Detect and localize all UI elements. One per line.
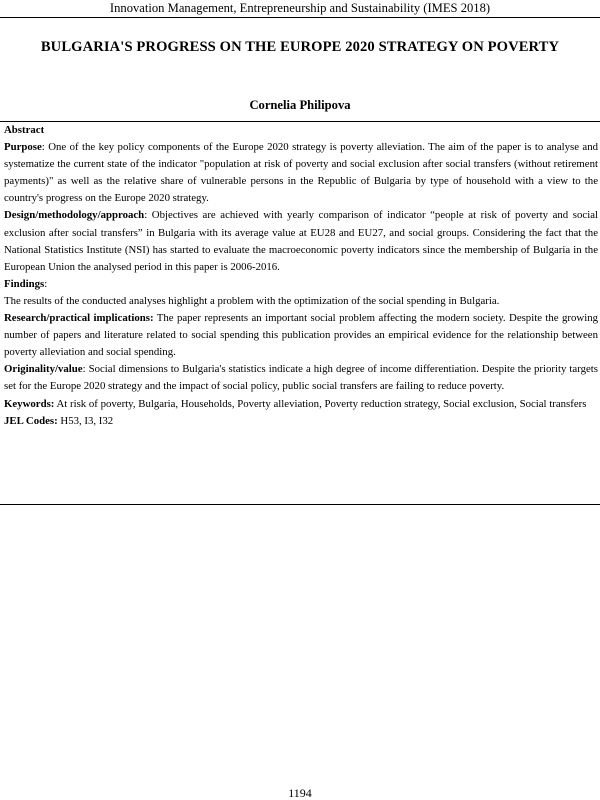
abstract-heading: Abstract [4, 124, 45, 136]
design-text: : Objectives are achieved with yearly comparison of indicator “people at risk of poverty and social exclusion after social transfers” in Bulgaria with its average value at EU28 and EU27, and social groups. Considering the fact that the National Statistics Institute (NSI) has started to evaluate the macroeconomic poverty indicators since the membership of Bulgaria in the European Union the analysed period in this paper is 2006-2016. [4, 209, 598, 273]
abstract-body [4, 122, 598, 430]
purpose-label: Purpose [4, 141, 42, 154]
findings-paragraph [4, 293, 598, 310]
keywords-paragraph [4, 396, 598, 413]
keywords-text: At risk of poverty, Bulgaria, Households, Poverty alleviation, Poverty reduction strategy, Social exclusion, Social transfers [54, 397, 587, 410]
paper-title: BULGARIA'S PROGRESS ON THE EUROPE 2020 STRATEGY ON POVERTY [40, 39, 560, 55]
originality-text: : Social dimensions to Bulgaria's statistics indicate a high degree of income differentiation. Despite the priority targets set for the Europe 2020 strategy and the impact of social policy, public social transfers are failing to reduce poverty. [4, 363, 598, 393]
jel-paragraph [4, 413, 598, 430]
page-number: 1194 [288, 786, 312, 800]
purpose-text: : One of the key policy components of the Europe 2020 strategy is poverty alleviation. The aim of the paper is to analyse and systematize the current state of the indicator "population at risk of poverty and social exclusion after social transfers (without retirement payments)" as well as the relative share of vulnerable persons in the Republic of Bulgaria by type of household with a view to the country's progress on the Europe 2020 strategy. [4, 141, 598, 205]
findings-label: Findings [4, 277, 45, 290]
design-label: Design/methodology/approach [4, 209, 145, 222]
findings-text: The results of the conducted analyses highlight a problem with the optimization of the social spending in Bulgaria. [4, 294, 500, 307]
author-name: Cornelia Philipova [249, 98, 351, 112]
research-paragraph [4, 310, 598, 361]
originality-label: Originality/value [4, 363, 83, 376]
header-rule [0, 17, 600, 18]
purpose-paragraph [4, 139, 598, 207]
research-text: The paper represents an important social problem affecting the modern society. Despite the growing number of papers and literature related to social spending this publication provides an empirical evidence for the relationship between poverty alleviation and social spending. [4, 312, 598, 359]
originality-paragraph [4, 361, 598, 395]
keywords-label: Keywords: [4, 397, 55, 410]
research-label: Research/practical implications: [4, 312, 154, 325]
findings-heading-line [4, 276, 598, 293]
jel-text: H53, I3, I32 [57, 414, 114, 427]
jel-label: JEL Codes: [4, 414, 58, 427]
findings-colon: : [44, 277, 48, 290]
design-paragraph [4, 207, 598, 275]
running-header: Innovation Management, Entrepreneurship and Sustainability (IMES 2018) [109, 1, 491, 15]
abstract-heading-line [4, 122, 598, 139]
